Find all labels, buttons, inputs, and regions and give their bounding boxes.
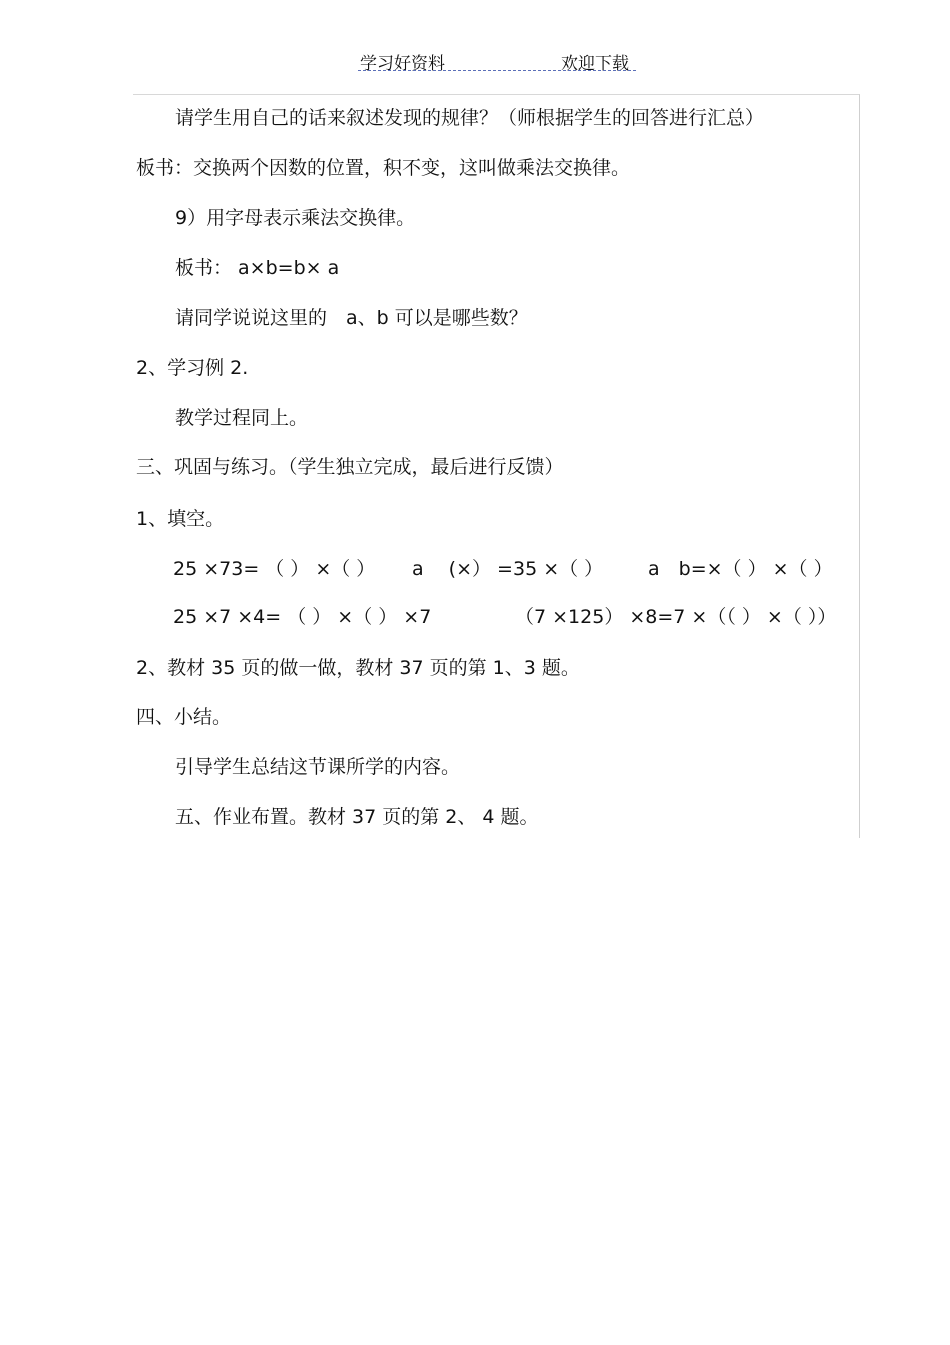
text-line-board-formula: 板书： a×b=b× a [175,257,340,279]
header-dashed-rule [358,70,636,71]
text-line-textbook-exercises: 2、教材 35 页的做一做，教材 37 页的第 1、3 题。 [136,657,580,679]
text-line-board-note: 板书：交换两个因数的位置，积不变，这叫做乘法交换律。 [136,157,631,179]
exercise-2b: （7 ×125） ×8=7 ×（（ ） ×（ ）） [515,606,837,628]
text-line-step-9: 9）用字母表示乘法交换律。 [175,207,416,229]
section-heading-practice: 三、巩固与练习。（学生独立完成，最后进行反馈） [136,456,564,478]
text-line-rule-summary: 请学生用自己的话来叙述发现的规律？（师根据学生的回答进行汇总） [175,107,765,129]
text-line-homework: 五、作业布置。教材 37 页的第 2、 4 题。 [175,806,539,828]
text-line-guide-summary: 引导学生总结这节课所学的内容。 [175,756,461,778]
text-line-same-process: 教学过程同上。 [175,407,309,429]
section-heading-summary: 四、小结。 [136,706,232,728]
text-line-question: 请同学说说这里的 a、b 可以是哪些数？ [175,307,528,329]
text-line-example-2: 2、学习例 2. [136,357,249,379]
header-right-text: 欢迎下载 [561,54,629,74]
exercise-2a: 25 ×7 ×4= （ ） ×（ ） ×7 [173,606,432,628]
text-line-fill-blank: 1、填空。 [136,508,225,530]
exercise-1c: a b=×（ ） ×（ ） [648,558,833,580]
header-left-text: 学习好资料 [360,54,445,74]
exercise-1b: a (×） =35 ×（ ） [412,558,604,580]
exercise-1a: 25 ×73= （ ） ×（ ） [173,558,376,580]
page-header [358,46,636,72]
